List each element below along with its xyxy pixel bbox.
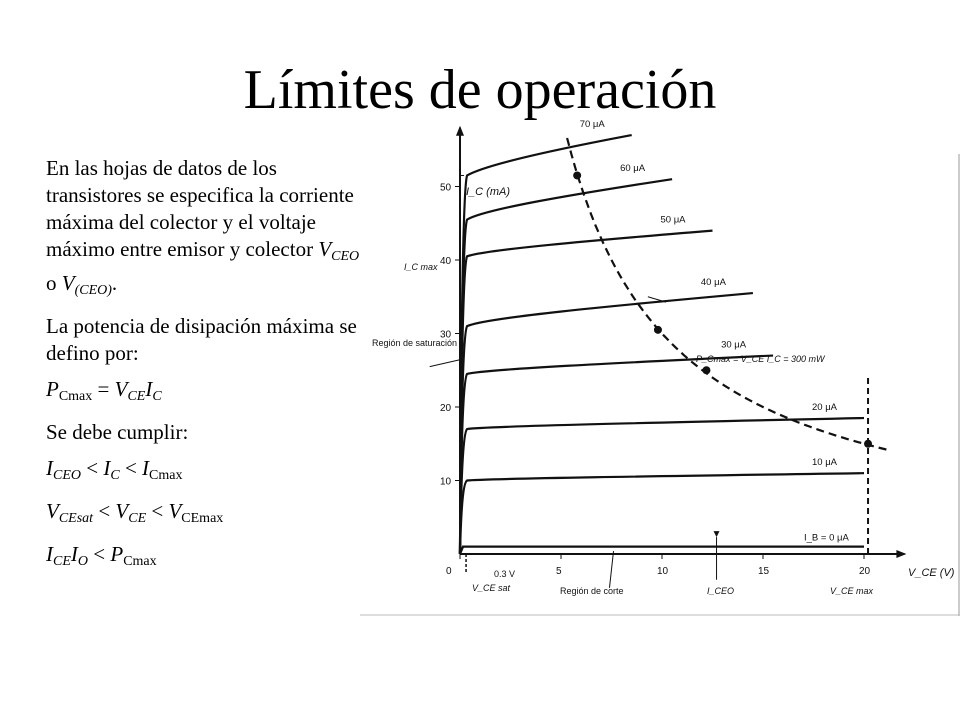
ineq1-op2: < <box>119 456 143 480</box>
ineq1-c: I <box>142 456 150 480</box>
ineq1-op1: < <box>81 456 104 480</box>
ineq2-op2: < <box>146 499 169 523</box>
iceo-label: I_CEO <box>707 586 735 596</box>
ineq3-b: I <box>70 542 78 566</box>
ib-curve-label: 50 μA <box>660 214 686 226</box>
power-curve-dot <box>654 326 662 334</box>
ineq1-b-sub: C <box>110 468 120 483</box>
ineq2-b: V <box>115 499 129 523</box>
ib-curve-label: 70 μA <box>579 119 605 131</box>
ineq3-op: < <box>88 542 111 566</box>
ib-curve-label: 60 μA <box>620 163 646 175</box>
eq-i: I <box>145 377 153 401</box>
ib-curve-label: 40 μA <box>700 277 726 289</box>
y-tick-label: 50 <box>440 182 452 194</box>
ineq2-c-sub: CEmax <box>181 511 224 526</box>
power-curve-dot <box>573 171 581 179</box>
ib-curve-label: 20 μA <box>812 402 838 414</box>
ib-curve-label: I_B = 0 μA <box>804 532 849 544</box>
ib-curve <box>460 231 713 554</box>
x-axis-arrow <box>896 550 906 558</box>
vce-max-label: V_CE max <box>830 586 874 596</box>
ineq1-c-sub: Cmax <box>149 468 183 483</box>
y-axis-label: I_C (mA) <box>466 186 510 198</box>
y-tick-label: 10 <box>440 476 452 488</box>
cutoff-region-label: Región de corte <box>560 586 624 596</box>
ineq3-b-sub: O <box>77 554 89 569</box>
paragraph-must: Se debe cumplir: <box>46 420 189 444</box>
y-tick-label: 20 <box>440 403 452 414</box>
x-axis-label: V_CE (V) <box>908 567 955 579</box>
ic-max-label: I_C max <box>404 262 438 272</box>
ineq3-c: P <box>110 542 124 566</box>
eq-p-sub: Cmax <box>58 389 93 404</box>
x-tick-label: 10 <box>657 566 669 577</box>
eq-v-sub: CE <box>127 389 146 404</box>
eq-v: V <box>114 377 128 401</box>
eq-p: P <box>46 377 59 401</box>
vce-sat-label: V_CE sat <box>472 583 511 593</box>
slide-title: Límites de operación <box>243 59 717 121</box>
power-curve-dot <box>702 366 710 374</box>
vceo-symbol: V <box>318 237 332 261</box>
ineq3-a-sub: CE <box>53 554 71 569</box>
x-tick-label: 15 <box>758 566 770 577</box>
chart-svg <box>360 119 960 616</box>
paragraph-datasheet <box>46 155 366 304</box>
paragraph-datasheet-text: En las hojas de datos de los transistores se especifica la corriente máxima del colector y el voltaje máximo entre emisor y colector <box>46 156 354 261</box>
inequality-current <box>46 455 366 489</box>
inequality-power <box>46 541 366 575</box>
period: . <box>111 271 118 295</box>
ib-curve-label: 10 μA <box>812 457 838 469</box>
or-word: o <box>46 271 57 295</box>
saturation-pointer <box>430 359 462 366</box>
vceo2-subscript: (CEO) <box>74 283 112 298</box>
ineq3-a: I <box>46 542 53 566</box>
eq-i-sub: C <box>152 389 162 404</box>
equation-pcmax <box>46 376 366 410</box>
ineq2-op1: < <box>93 499 116 523</box>
ineq1-b: I <box>103 456 111 480</box>
vceo-subscript: CEO <box>331 249 360 264</box>
ineq2-b-sub: CE <box>128 511 147 526</box>
ineq1-a: I <box>46 456 53 480</box>
ineq1-a-sub: CEO <box>53 468 81 483</box>
x-tick-label: 20 <box>859 566 871 577</box>
x-tick-label: 0 <box>446 566 452 577</box>
power-curve-label: P_Cmax = V_CE I_C = 300 mW <box>696 354 825 364</box>
inequality-voltage <box>46 498 366 532</box>
iceo-arrow-head <box>714 531 720 537</box>
cutoff-pointer <box>609 551 613 588</box>
y-axis-arrow <box>456 126 464 136</box>
ineq2-c: V <box>168 499 182 523</box>
paragraph-power: La potencia de disipación máxima se defino por: <box>46 314 357 365</box>
vceo2-symbol: V <box>61 271 75 295</box>
ineq3-c-sub: Cmax <box>123 554 157 569</box>
transistor-characteristics-figure <box>360 119 960 616</box>
ib-curve-label: 30 μA <box>721 339 747 351</box>
x-tick-label: 5 <box>556 566 562 577</box>
eq-equals: = <box>92 377 115 401</box>
ineq2-a: V <box>46 499 59 523</box>
vce-sat-value-label: 0.3 V <box>494 569 516 579</box>
ib-curve <box>460 547 864 554</box>
y-tick-label: 30 <box>440 329 452 341</box>
y-tick-label: 40 <box>440 256 452 267</box>
ineq2-a-sub: CEsat <box>58 511 94 526</box>
ib-curve <box>460 356 773 554</box>
saturation-region-label: Región de saturación <box>372 338 458 348</box>
text-body <box>46 155 366 584</box>
